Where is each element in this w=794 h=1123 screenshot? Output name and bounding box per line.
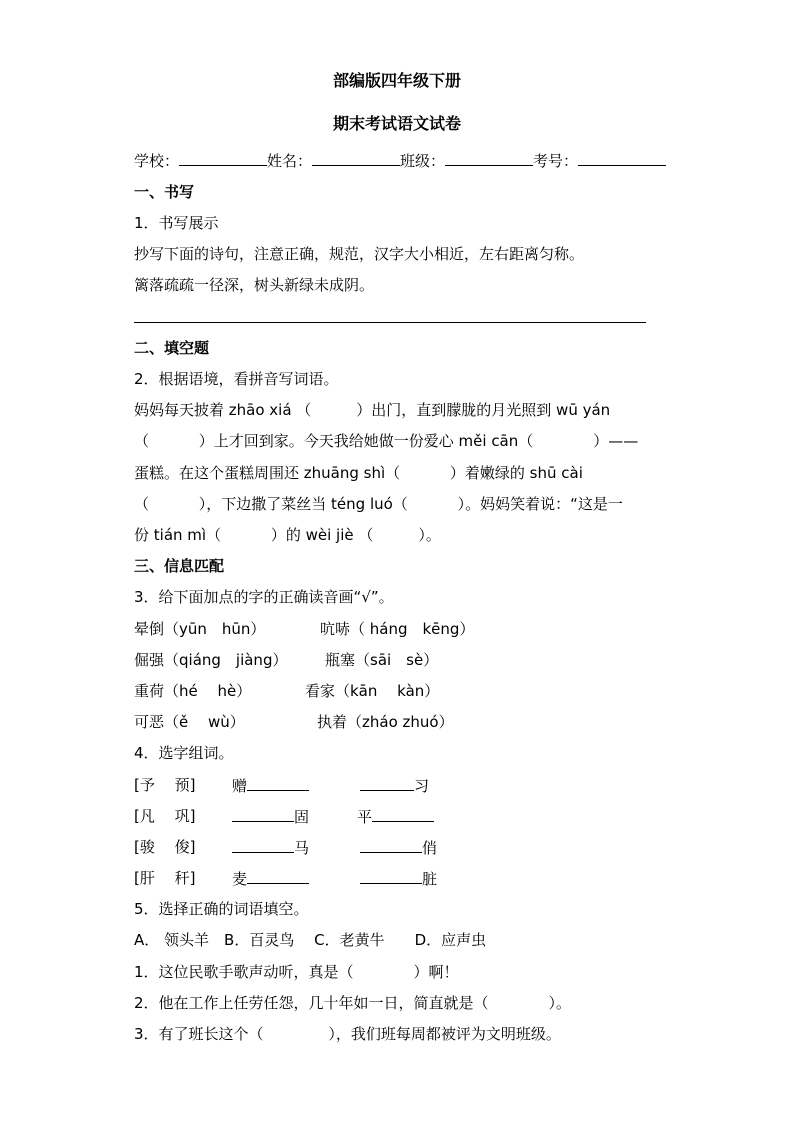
class-blank[interactable] (445, 150, 533, 166)
name-label: 姓名： (267, 152, 313, 170)
question-3: 3．给下面加点的字的正确读音画“√”。 (134, 588, 394, 606)
writing-instruction: 抄写下面的诗句，注意正确，规范，汉字大小相近，左右距离匀称。 (134, 245, 585, 263)
pinyin-choice[interactable]: 重荷（hé hè） (134, 682, 252, 700)
word-blank-a[interactable]: 马 (232, 837, 309, 858)
class-label: 班级： (400, 152, 446, 170)
pinyin-choice[interactable]: 看家（kān kàn） (305, 682, 440, 700)
passage-line: （ ）上才回到家。今天我给她做一份爱心 měi cān（ ）—— (134, 432, 639, 450)
name-blank[interactable] (312, 150, 400, 166)
document-subtitle: 期末考试语文试卷 (332, 114, 461, 133)
question-2: 2．根据语境，看拼音写词语。 (134, 370, 339, 388)
pinyin-choice[interactable]: 执着（zháo zhuó） (317, 713, 454, 731)
word-blank-b[interactable]: 习 (360, 775, 429, 796)
sub-question-3: 3．有了班长这个（ ），我们班每周都被评为文明班级。 (134, 1025, 561, 1043)
document-title: 部编版四年级下册 (332, 71, 461, 90)
word-blank-a[interactable]: 赠 (232, 775, 309, 796)
sub-question-2: 2．他在工作上任劳任怨，几十年如一日，简直就是（ ）。 (134, 994, 572, 1012)
question-1: 1．书写展示 (134, 214, 219, 232)
pinyin-choice[interactable]: 倔强（qiáng jiàng） (134, 651, 288, 669)
pinyin-choice[interactable]: 瓶塞（sāi sè） (325, 651, 439, 669)
pinyin-choice[interactable]: 吭哧（ háng kēng） (320, 620, 475, 638)
word-blank-a[interactable]: 麦 (232, 868, 309, 889)
answer-options: A． 领头羊 B．百灵鸟 C．老黄牛 D．应声虫 (134, 931, 487, 949)
question-5: 5．选择正确的词语填空。 (134, 900, 309, 918)
passage-line: 份 tián mì（ ）的 wèi jiè （ ）。 (134, 526, 441, 544)
word-blank-b[interactable]: 俏 (360, 837, 437, 858)
word-blank-b[interactable]: 平 (357, 806, 434, 827)
passage-line: 蛋糕。在这个蛋糕周围还 zhuāng shì（ ）着嫩绿的 shū cài (134, 464, 583, 482)
school-label: 学校： (134, 152, 180, 170)
sub-question-1: 1．这位民歌手歌声动听，真是（ ）啊！ (134, 963, 459, 981)
section-heading-matching: 三、信息匹配 (134, 557, 225, 575)
section-heading-fill-blank: 二、填空题 (134, 339, 210, 357)
word-blank-a[interactable]: 固 (232, 806, 309, 827)
student-info-row (134, 150, 666, 171)
exam-number-label: 考号： (533, 152, 579, 170)
question-4: 4．选字组词。 (134, 744, 234, 762)
character-pair: [骏 俊] (134, 838, 196, 856)
section-heading-writing: 一、书写 (134, 183, 195, 201)
character-pair: [予 预] (134, 776, 196, 794)
exam-number-blank[interactable] (578, 150, 666, 166)
word-blank-b[interactable]: 脏 (360, 868, 437, 889)
character-pair: [肝 秆] (134, 869, 196, 887)
pinyin-choice[interactable]: 晕倒（yūn hūn） (134, 620, 266, 638)
poem-line: 篱落疏疏一径深，树头新绿未成阴。 (134, 276, 375, 294)
character-pair: [凡 巩] (134, 807, 196, 825)
passage-line: （ ），下边撒了菜丝当 téng luó（ ）。妈妈笑着说：“这是一 (134, 495, 623, 513)
pinyin-choice[interactable]: 可恶（ě wù） (134, 713, 245, 731)
copy-answer-line[interactable] (134, 322, 646, 323)
passage-line: 妈妈每天披着 zhāo xiá （ ）出门，直到朦胧的月光照到 wū yán (134, 401, 611, 419)
school-blank[interactable] (179, 150, 267, 166)
